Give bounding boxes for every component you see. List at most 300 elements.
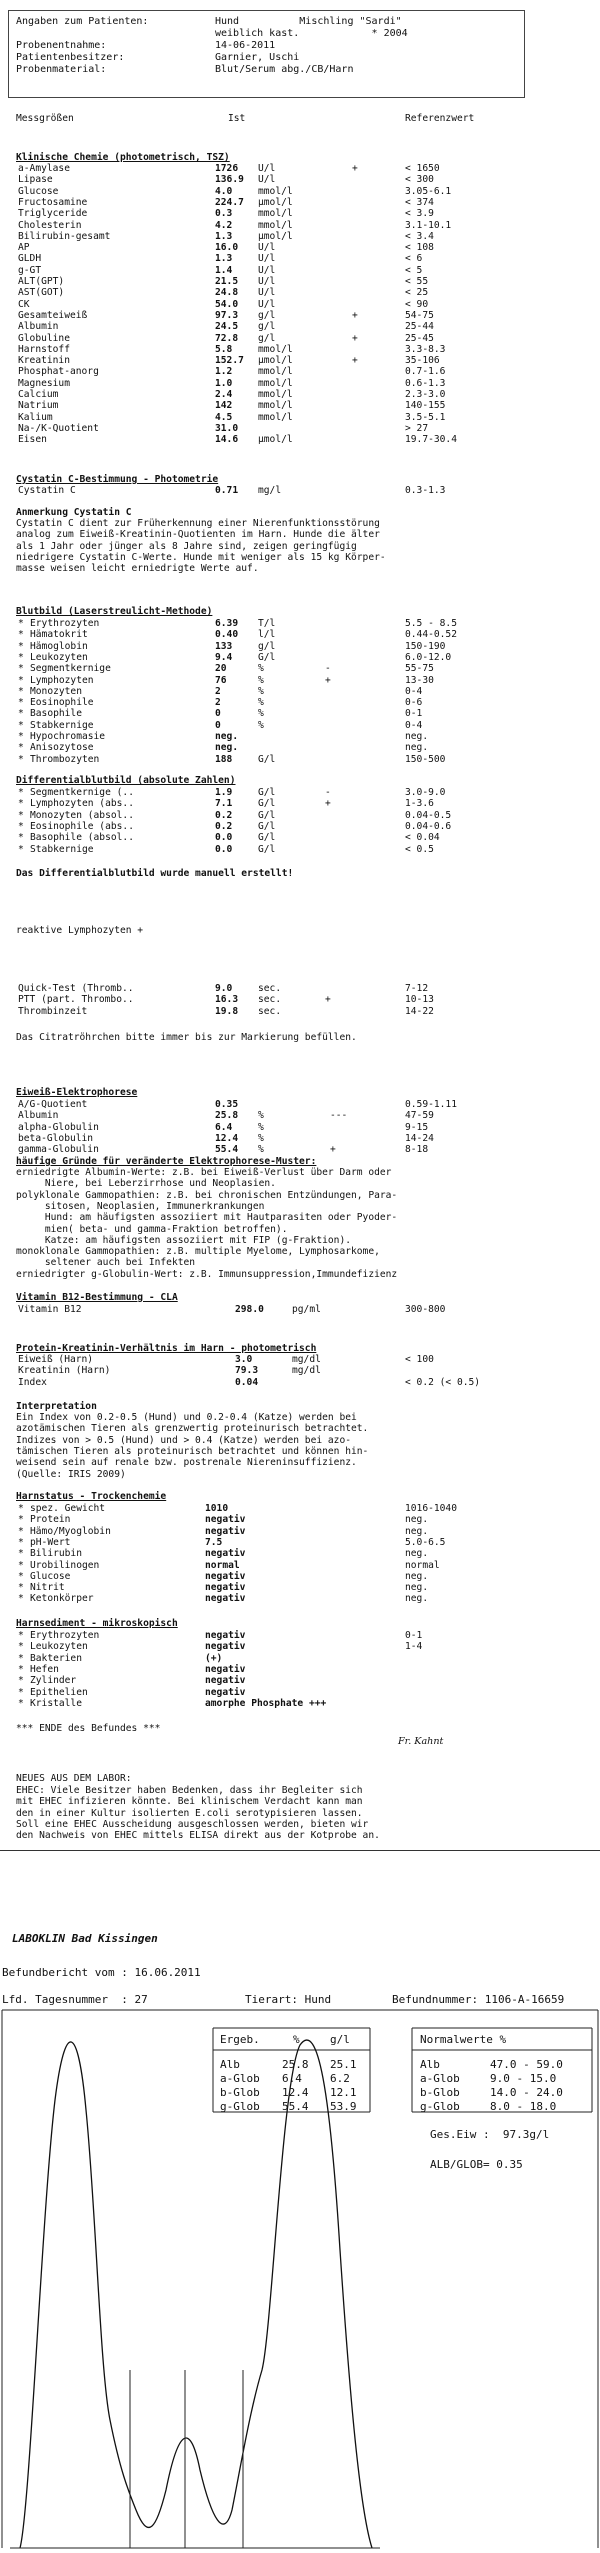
row-unit: mg/dl [292,1354,321,1365]
divider [0,1850,600,1851]
row-value: 4.2 [215,219,233,231]
section-title: Differentialblutbild (absolute Zahlen) [16,775,236,786]
row-unit: G/l [258,820,276,832]
row-value: 54.0 [215,298,239,310]
row-value: 20 [215,663,227,675]
signature: Fr. Kahnt [398,1736,444,1747]
row-unit: U/l [258,298,276,310]
row-param: Lymphozyten [30,674,94,686]
row-ref: neg. [405,1593,429,1605]
row-ref: < 5 [405,264,423,276]
row-bullet: * [18,798,24,810]
row-param: ALT(GPT) [18,276,65,287]
row-value: 4.0 [215,185,233,197]
header-label: Angaben zum Patienten: [16,16,149,27]
row-param: Phosphat-anorg [18,366,99,378]
row-param: A/G-Quotient [18,1099,88,1110]
row-ref: 8-18 [405,1144,429,1156]
row-value: 97.3 [215,309,239,321]
normal-name: b-Glob [420,2086,460,2099]
row-param: Na-/K-Quotient [18,422,99,434]
row-param: AST(GOT) [18,287,65,299]
row-param: Erythrozyten [30,1630,100,1641]
row-value: 136.9 [215,174,244,186]
ergeb-gl: 12.1 [330,2086,357,2099]
row-param: Bilirubin-gesamt [18,230,111,242]
ergeb-pct: 12.4 [282,2086,309,2099]
row-param: Segmentkernige (.. [30,787,134,798]
row-param: Magnesium [18,377,70,389]
row-bullet: * [18,1663,24,1675]
row-value: 0 [215,708,221,720]
row-ref: < 3.9 [405,208,434,220]
row-ref: 6.0-12.0 [405,651,452,663]
row-param: pH-Wert [30,1536,71,1548]
note-line: analog zum Eiweiß-Kreatinin-Quotienten im Harn. Hunde die älter [16,529,380,541]
row-ref: 7-12 [405,983,429,994]
row-ref: 0.04-0.6 [405,820,452,832]
row-param: Eiweiß (Harn) [18,1354,94,1365]
muster-line: erniedrigte Albumin-Werte: z.B. bei Eiweiß-Verlust über Darm oder [16,1167,392,1178]
row-value: 0.0 [215,832,233,844]
row-value: negativ [205,1675,246,1687]
note-line: masse weisen leicht erniedrigte Werte auf. [16,563,259,575]
row-value: amorphe Phosphate +++ [205,1697,327,1709]
row-bullet: * [18,1593,24,1605]
row-value: negativ [205,1514,246,1526]
row-unit: sec. [258,983,282,994]
row-ref: 14-22 [405,1005,434,1017]
row-value: 19.8 [215,1005,239,1017]
news-line: mit EHEC infizieren könnte. Bei klinischem Verdacht kann man [16,1796,363,1808]
row-value: 0.2 [215,809,233,821]
row-ref: < 300 [405,174,434,186]
alb-glob: ALB/GLOB= 0.35 [430,2158,523,2171]
row-unit: mmol/l [258,366,293,378]
row-ref: 5.0-6.5 [405,1536,446,1548]
row-param: Stabkernige [30,719,94,731]
row-ref: 0-6 [405,697,423,709]
row-unit: l/l [258,629,276,641]
tagesnummer: Lfd. Tagesnummer : 27 [2,1993,148,2006]
row-value: 0.0 [215,843,233,855]
row-param: Fructosamine [18,196,88,208]
note-line: niedrigere Cystatin C-Werte. Hunde mit weniger als 15 kg Körper- [16,551,386,563]
row-unit: G/l [258,832,276,844]
row-ref: < 6 [405,253,423,265]
diff-note: Das Differentialblutbild wurde manuell erstellt! [16,868,294,879]
row-value: 2 [215,697,221,709]
row-flag: + [352,309,358,321]
row-param: Thrombozyten [30,753,100,765]
row-flag: + [352,332,358,344]
row-param: Ketonkörper [30,1593,94,1605]
row-unit: % [258,1132,264,1144]
row-ref: 0-1 [405,1630,423,1641]
row-ref: 3.3-8.3 [405,343,446,355]
row-param: Monozyten (absol.. [30,809,134,821]
row-bullet: * [18,651,24,663]
row-unit: mmol/l [258,411,293,423]
row-ref: 150-190 [405,640,446,652]
row-ref: neg. [405,1514,429,1526]
news-line: den Nachweis von EHEC mittels ELISA direkt aus der Kotprobe an. [16,1830,380,1842]
row-param: Epithelien [30,1686,88,1698]
row-ref: 3.5-5.1 [405,411,446,423]
section-title: Cystatin C-Bestimmung - Photometrie [16,474,219,485]
row-param: Eosinophile [30,697,94,709]
interp-line: Indizes von > 0.5 (Hund) und > 0.4 (Katze) werden bei azo- [16,1434,352,1446]
row-value: neg. [215,731,239,742]
row-value: 0.3 [215,208,233,220]
row-bullet: * [18,719,24,731]
row-ref: 10-13 [405,994,434,1006]
row-ref: < 55 [405,276,429,287]
row-value: negativ [205,1593,246,1605]
row-unit: U/l [258,163,276,174]
row-bullet: * [18,1548,24,1560]
row-value: 0.04 [235,1376,259,1388]
row-bullet: * [18,832,24,844]
row-unit: U/l [258,287,276,299]
row-value: 25.8 [215,1110,239,1122]
row-param: Erythrozyten [30,618,100,629]
row-param: Quick-Test (Thromb.. [18,983,134,994]
row-param: Anisozytose [30,742,94,754]
row-param: Leukozyten [30,651,88,663]
ergeb-name: a-Glob [220,2072,260,2085]
interp-line: tämischen Tieren als proteinurisch betrachtet und können hin- [16,1445,369,1457]
muster-line: Hund: am häufigsten assoziiert mit Hautparasiten oder Pyoder- [16,1212,398,1224]
row-ref: 0.59-1.11 [405,1099,457,1110]
row-unit: µmol/l [258,196,293,208]
row-value: 142 [215,400,233,412]
row-param: Eisen [18,434,47,446]
row-value: normal [205,1559,240,1571]
row-flag: --- [330,1110,348,1122]
row-value: 1010 [205,1503,229,1514]
row-param: Hypochromasie [30,731,106,742]
interp-line: Ein Index von 0.2-0.5 (Hund) und 0.2-0.4 (Katze) werden bei [16,1412,357,1423]
row-param: Lipase [18,174,53,186]
header-value: Garnier, Uschi [215,52,300,63]
row-unit: G/l [258,651,276,663]
row-param: a-Amylase [18,163,70,174]
section-title: Harnsediment - mikroskopisch [16,1618,178,1629]
row-param: Natrium [18,400,59,412]
row-param: Harnstoff [18,343,70,355]
row-param: Protein [30,1514,71,1526]
row-ref: 14-24 [405,1132,434,1144]
interp-line: (Quelle: IRIS 2009) [16,1468,126,1480]
row-value: 6.39 [215,618,239,629]
row-bullet: * [18,697,24,709]
row-param: Lymphozyten (abs.. [30,798,134,810]
row-param: Index [18,1376,47,1388]
row-bullet: * [18,663,24,675]
row-param: spez. Gewicht [30,1503,106,1514]
row-bullet: * [18,820,24,832]
row-unit: g/l [258,321,276,333]
row-value: 9.4 [215,651,233,663]
row-bullet: * [18,809,24,821]
row-value: 6.4 [215,1121,233,1133]
section-title: Blutbild (Laserstreulicht-Methode) [16,606,213,617]
row-bullet: * [18,753,24,765]
row-ref: 1-3.6 [405,798,434,810]
row-param: Bilirubin [30,1548,82,1560]
row-param: Glucose [18,185,59,197]
row-unit: G/l [258,809,276,821]
row-value: negativ [205,1548,246,1560]
row-unit: sec. [258,994,282,1006]
row-unit: g/l [258,309,276,321]
row-value: 2.4 [215,389,233,400]
row-param: Kristalle [30,1697,82,1709]
row-flag: + [325,994,331,1006]
row-ref: < 0.04 [405,832,440,844]
row-ref: 0.44-0.52 [405,629,457,641]
row-param: Basophile (absol.. [30,832,134,844]
row-unit: U/l [258,253,276,265]
row-value: 72.8 [215,332,239,344]
row-param: Zylinder [30,1675,77,1687]
muster-line: Katze: am häufigsten assoziiert mit FIP (g-Fraktion). [16,1234,352,1246]
row-value: 1.3 [215,253,233,265]
row-value: 7.5 [205,1536,223,1548]
row-ref: < 0.5 [405,843,434,855]
row-param: Nitrit [30,1582,65,1594]
row-ref: < 374 [405,196,434,208]
row-param: Urobilinogen [30,1559,100,1571]
row-value: 0.71 [215,485,239,496]
header-value: 14-06-2011 [215,40,276,51]
row-bullet: * [18,685,24,697]
row-param: Stabkernige [30,843,94,855]
row-param: Hämo/Myoglobin [30,1525,111,1537]
row-bullet: * [18,843,24,855]
row-ref: 3.1-10.1 [405,219,452,231]
row-unit: % [258,719,264,731]
row-value: 0.2 [215,820,233,832]
row-param: Leukozyten [30,1641,88,1653]
row-value: 1.3 [215,230,233,242]
row-unit: % [258,674,264,686]
row-flag: + [325,798,331,810]
row-param: Triglyceride [18,208,88,220]
row-value: (+) [205,1652,223,1664]
row-ref: < 100 [405,1354,434,1365]
row-value: 12.4 [215,1132,239,1144]
row-value: 1.2 [215,366,233,378]
row-param: Kreatinin [18,355,70,367]
row-param: Segmentkernige [30,663,111,675]
muster-line: seltener auch bei Infekten [16,1257,196,1269]
row-bullet: * [18,640,24,652]
row-param: g-GT [18,264,42,276]
row-ref: < 25 [405,287,429,299]
row-bullet: * [18,1525,24,1537]
normal-range: 8.0 - 18.0 [490,2100,557,2113]
row-unit: U/l [258,276,276,287]
normal-range: 9.0 - 15.0 [490,2072,557,2085]
row-param: AP [18,242,30,254]
row-unit: % [258,1144,264,1156]
row-param: Bakterien [30,1652,82,1664]
row-value: 1.0 [215,377,233,389]
muster-line: polyklonale Gammopathien: z.B. bei chronischen Entzündungen, Para- [16,1189,398,1201]
citrat-note: Das Citratröhrchen bitte immer bis zur Markierung befüllen. [16,1032,357,1043]
header-label: Patientenbesitzer: [16,52,125,63]
row-ref: 19.7-30.4 [405,434,457,446]
news-title: NEUES AUS DEM LABOR: [16,1773,132,1784]
row-unit: % [258,663,264,675]
row-bullet: * [18,1559,24,1571]
row-unit: mmol/l [258,377,293,389]
row-bullet: * [18,629,24,641]
row-ref: 0.7-1.6 [405,366,446,378]
row-value: 188 [215,753,233,765]
row-value: 2 [215,685,221,697]
row-unit: g/l [258,332,276,344]
section-title: Klinische Chemie (photometrisch, TSZ) [16,152,230,163]
row-value: 79.3 [235,1365,259,1377]
row-ref: 140-155 [405,400,446,412]
row-param: Globuline [18,332,70,344]
row-unit: U/l [258,174,276,186]
row-unit: U/l [258,242,276,254]
muster-line: monoklonale Gammopathien: z.B. multiple Myelome, Lymphosarkome, [16,1246,380,1258]
row-param: alpha-Globulin [18,1121,99,1133]
ges-eiw: Ges.Eiw : 97.3g/l [430,2128,550,2141]
row-flag: + [325,674,331,686]
row-value: negativ [205,1663,246,1675]
row-ref: 0-4 [405,719,423,731]
normal-range: 14.0 - 24.0 [490,2086,563,2099]
row-unit: µmol/l [258,355,293,367]
row-ref: 0.3-1.3 [405,485,446,496]
row-unit: mmol/l [258,400,293,412]
row-param: Monozyten [30,685,82,697]
interp-line: azotämischen Tieren als grenzwertig proteinurisch betrachtet. [16,1423,369,1435]
reactive-note: reaktive Lymphozyten + [16,925,144,936]
row-value: 7.1 [215,798,233,810]
row-ref: 3.05-6.1 [405,185,452,197]
row-value: 14.6 [215,434,239,446]
normal-name: g-Glob [420,2100,460,2113]
ergeb-name: b-Glob [220,2086,260,2099]
row-value: 16.3 [215,994,239,1006]
row-value: 133 [215,640,233,652]
row-bullet: * [18,1570,24,1582]
row-ref: neg. [405,1570,429,1582]
lab-name: LABOKLIN Bad Kissingen [12,1932,158,1945]
row-ref: 1016-1040 [405,1503,457,1514]
row-bullet: * [18,1641,24,1653]
row-ref: 0.04-0.5 [405,809,452,821]
row-bullet: * [18,1582,24,1594]
row-value: negativ [205,1582,246,1594]
row-bullet: * [18,1652,24,1664]
row-param: Kreatinin (Harn) [18,1365,111,1377]
row-value: 1.9 [215,787,233,798]
muster-title: häufige Gründe für veränderte Elektrophorese-Muster: [16,1156,317,1167]
row-param: Cystatin C [18,485,76,496]
header-label: Probenmaterial: [16,64,107,75]
row-unit: µmol/l [258,434,293,446]
row-unit: % [258,1110,264,1122]
section-title: Harnstatus - Trockenchemie [16,1491,167,1502]
row-unit: % [258,1121,264,1133]
row-value: 76 [215,674,227,686]
ergeb-pct: 6.4 [282,2072,302,2085]
row-param: Basophile [30,708,82,720]
row-value: 0 [215,719,221,731]
ergeb-header-ergeb: Ergeb. [220,2033,260,2046]
section-title: Eiweiß-Elektrophorese [16,1087,138,1098]
column-value: Ist [228,113,246,124]
row-param: Thrombinzeit [18,1005,88,1017]
row-value: negativ [205,1630,246,1641]
row-param: Cholesterin [18,219,82,231]
row-unit: G/l [258,843,276,855]
header-value: weiblich kast. * 2004 [215,28,408,39]
row-ref: < 108 [405,242,434,254]
section-title: Vitamin B12-Bestimmung - CLA [16,1292,178,1303]
ergeb-name: Alb [220,2058,240,2071]
row-value: 5.8 [215,343,233,355]
row-param: Kalium [18,411,53,423]
row-bullet: * [18,1675,24,1687]
row-value: 152.7 [215,355,244,367]
row-value: 24.8 [215,287,239,299]
row-ref: 0.6-1.3 [405,377,446,389]
electrophoresis-curve [20,2040,372,2548]
row-param: beta-Globulin [18,1132,94,1144]
row-ref: 9-15 [405,1121,429,1133]
row-ref: neg. [405,742,429,754]
news-line: EHEC: Viele Besitzer haben Bedenken, dass ihr Begleiter sich [16,1785,363,1796]
row-ref: 0-1 [405,708,423,720]
row-unit: mmol/l [258,185,293,197]
row-flag: - [325,663,331,675]
note-title: Anmerkung Cystatin C [16,507,132,518]
row-ref: 47-59 [405,1110,434,1122]
header-value: Blut/Serum abg./CB/Harn [215,64,354,75]
interp-line: weisend sein auf renale bzw. postrenale Niereninsuffizienz. [16,1457,357,1469]
row-ref: > 27 [405,422,429,434]
tierart: Tierart: Hund [245,1993,332,2006]
report-date: Befundbericht vom : 16.06.2011 [2,1966,201,1979]
row-ref: 5.5 - 8.5 [405,618,457,629]
row-ref: 25-44 [405,321,434,333]
news-line: den in einer Kultur isolierten E.coli serotypisieren lassen. [16,1807,363,1819]
row-unit: g/l [258,640,276,652]
row-value: 16.0 [215,242,239,254]
row-value: negativ [205,1525,246,1537]
row-bullet: * [18,1697,24,1709]
row-flag: - [325,787,331,798]
news-line: Soll eine EHEC Ausscheidung ausgeschlossen werden, bieten wir [16,1818,369,1830]
row-value: negativ [205,1641,246,1653]
row-unit: mmol/l [258,343,293,355]
row-unit: G/l [258,787,276,798]
normal-range: 47.0 - 59.0 [490,2058,563,2071]
row-value: 1726 [215,163,239,174]
ergeb-gl: 53.9 [330,2100,357,2113]
row-ref: normal [405,1559,440,1571]
row-ref: 1-4 [405,1641,423,1653]
